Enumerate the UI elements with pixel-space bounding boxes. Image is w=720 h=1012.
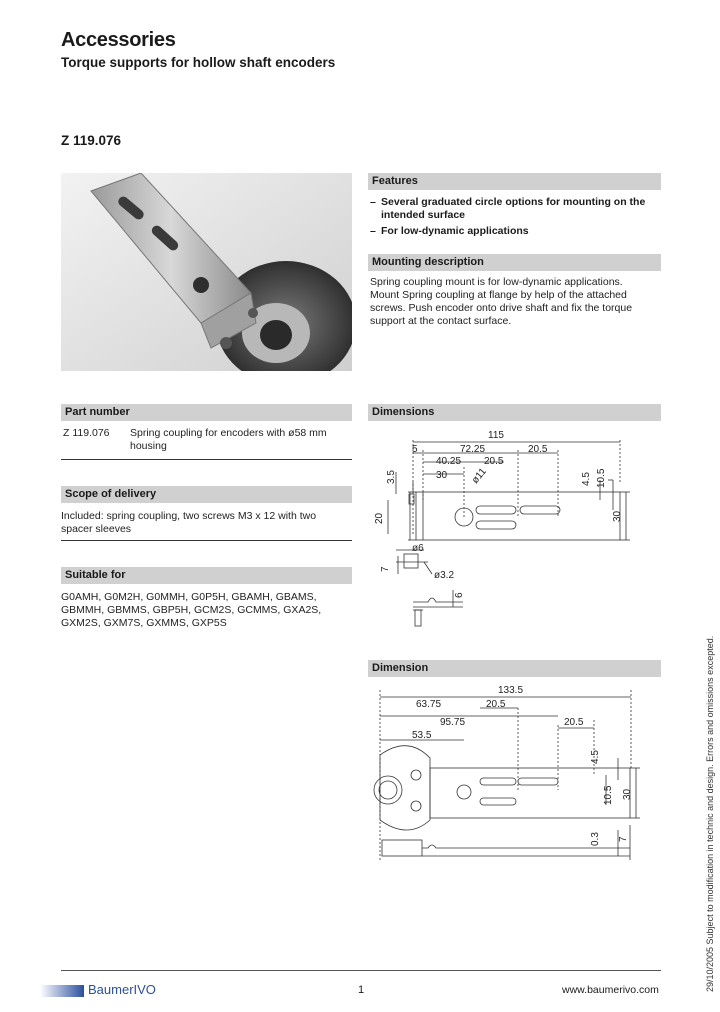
side-note: 29/10/2005 Subject to modification in technic and design. Errors and omissions excepted. [705, 635, 715, 992]
dim-label: 5 [412, 444, 418, 455]
scope-header: Scope of delivery [61, 486, 352, 503]
feature-item: – For low-dynamic applications [370, 225, 661, 238]
product-photo-illustration [61, 173, 352, 371]
dim-label: 20.5 [528, 444, 548, 455]
suitable-header: Suitable for [61, 567, 352, 584]
dim-label: 3.5 [386, 470, 397, 484]
mounting-header: Mounting description [368, 254, 661, 271]
dim-label: ø11 [469, 466, 489, 486]
dim-label: 53.5 [412, 730, 432, 741]
part-number-header: Part number [61, 404, 352, 421]
dim-label: 6 [454, 592, 465, 598]
dim-label: 20.5 [484, 456, 504, 467]
dim-label: 0.3 [590, 832, 601, 846]
dimension-drawing-1 [368, 422, 661, 637]
dimension-drawing-2 [368, 680, 661, 870]
features-list [370, 196, 661, 241]
page-number: 1 [358, 984, 365, 996]
dim-label: 7 [380, 566, 391, 572]
dim-label: 4.5 [590, 750, 601, 764]
scope-rule [61, 540, 352, 541]
dim-label: 20.5 [564, 717, 584, 728]
dim-label: ø6 [412, 543, 424, 554]
dim-label: 30 [622, 788, 633, 800]
dim-label: 95.75 [440, 717, 466, 728]
dim-label: 40.25 [436, 456, 462, 467]
page-title: Accessories [61, 29, 176, 51]
dim-label: 72.25 [460, 444, 486, 455]
dimension-header: Dimension [368, 660, 661, 677]
dim-label: 20.5 [486, 699, 506, 710]
dim-label: 10.5 [603, 785, 614, 805]
footer-rule [61, 970, 661, 971]
dim-label: 63.75 [416, 699, 442, 710]
product-code: Z 119.076 [61, 133, 122, 148]
suitable-text: G0AMH, G0M2H, G0MMH, G0P5H, GBAMH, GBAMS, GBMMH, GBMMS, GBP5H, GCM2S, GCMMS, GXA2S, GXM2S, GXM7S, GXMMS, GXP5S [61, 591, 322, 629]
part-number-rule [61, 459, 352, 460]
part-number-code: Z 119.076 [63, 427, 110, 439]
product-photo [61, 173, 352, 371]
dim-label: 10.5 [596, 468, 607, 488]
dim-label: 30 [612, 510, 623, 522]
dim-label: 7 [618, 836, 629, 842]
feature-item: – Several graduated circle options for mounting on the intended surface [370, 196, 661, 222]
mounting-text: Spring coupling mount is for low-dynamic applications. Mount Spring coupling at flange by help of the attached screws. Push encoder onto drive shaft and fix the torque support at the contact surface. [370, 276, 633, 327]
dimensions-header: Dimensions [368, 404, 661, 421]
scope-text: Included: spring coupling, two screws M3 x 12 with two spacer sleeves [61, 510, 317, 535]
part-number-description: Spring coupling for encoders with ø58 mm housing [130, 427, 327, 452]
page-subtitle: Torque supports for hollow shaft encoders [61, 55, 336, 70]
dim-label: ø3.2 [434, 570, 455, 581]
dim-label: 133.5 [498, 685, 524, 696]
dim-label: 115 [488, 430, 504, 441]
brand-logo-mark [40, 984, 84, 996]
dim-label: 20 [374, 512, 385, 524]
website-link[interactable]: www.baumerivo.com [562, 984, 659, 996]
brand-name: BaumerIVO [88, 982, 156, 997]
features-header: Features [368, 173, 661, 190]
brand-gradient-icon [40, 985, 84, 997]
dim-label: 30 [436, 470, 448, 481]
dim-label: 4.5 [581, 472, 592, 486]
